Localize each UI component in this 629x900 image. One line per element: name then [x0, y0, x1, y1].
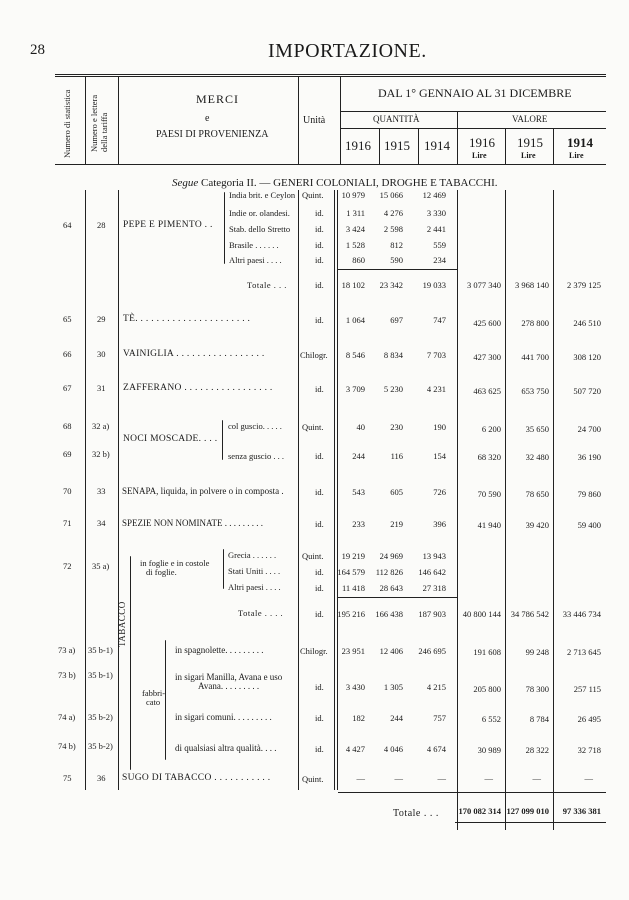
subtotal-rule	[338, 597, 457, 598]
unit: id.	[315, 682, 324, 692]
header-valore: VALORE	[512, 114, 548, 124]
header-lire: Lire	[521, 151, 536, 160]
header-unita: Unità	[303, 115, 326, 126]
header-year-q1914: 1914	[424, 138, 450, 153]
header-year-v1914: 1914	[567, 135, 593, 150]
val-1915: 3 968 140	[515, 280, 549, 290]
qty-1916: 3 430	[345, 682, 365, 692]
header-period: DAL 1° GENNAIO AL 31 DICEMBRE	[378, 86, 572, 100]
val-1916: 425 600	[473, 318, 501, 328]
val-1916: 6 552	[481, 714, 501, 724]
val-1916: 427 300	[473, 352, 501, 362]
section-category: Categoria II. — GENERI COLONIALI, DROGHE E TABACCHI.	[201, 177, 498, 189]
header-paesi: PAESI DI PROVENIENZA	[156, 129, 269, 140]
tariff-number: 35 a)	[92, 561, 110, 571]
val-1916: 3 077 340	[467, 280, 501, 290]
qty-1914: 757	[433, 713, 446, 723]
qty-1914: 747	[433, 315, 446, 325]
hdr-vline	[85, 76, 86, 164]
country: Grecia . . . . . .	[228, 550, 277, 560]
hdr-vline	[379, 128, 380, 164]
merce-name: TÈ. . . . . . . . . . . . . . . . . . . . . .	[123, 314, 251, 324]
qty-1916: 23 951	[341, 646, 365, 656]
unit: id.	[315, 315, 324, 325]
grand-total-1915: 127 099 010	[506, 806, 549, 816]
val-1914: 33 446 734	[562, 609, 601, 619]
val-1914: 257 115	[573, 684, 601, 694]
qty-1914: 396	[433, 519, 446, 529]
qty-1915: 812	[390, 240, 403, 250]
total-rule	[338, 792, 606, 793]
qty-1914: 27 318	[422, 583, 446, 593]
tariff-number: 36	[97, 773, 106, 783]
qty-1915: —	[394, 773, 403, 783]
brace	[224, 192, 225, 264]
qty-1916: 233	[352, 519, 365, 529]
val-1914: 246 510	[573, 318, 601, 328]
merce-name: ZAFFERANO . . . . . . . . . . . . . . . . .	[123, 383, 273, 393]
body-vline	[337, 190, 338, 790]
header-mid-rule	[340, 111, 606, 112]
stat-number: 68	[63, 421, 72, 431]
qty-1916: 195 216	[337, 609, 365, 619]
hdr-vline	[553, 128, 554, 164]
qty-1915: 219	[390, 519, 403, 529]
qty-1916: 164 579	[337, 567, 365, 577]
qty-1914: 12 469	[422, 190, 446, 200]
tariff-number: 35 b-2)	[88, 741, 113, 751]
qty-1914: 726	[433, 487, 446, 497]
grand-total-1914: 97 336 381	[562, 806, 601, 816]
val-1914: 36 190	[577, 452, 601, 462]
qty-1915: 590	[390, 255, 403, 265]
tariff-number: 32 a)	[92, 421, 110, 431]
val-1914: 32 718	[577, 745, 601, 755]
tariff-number: 35 b-1)	[88, 645, 113, 655]
header-year-q1916: 1916	[345, 138, 371, 153]
merce-name: in sigari comuni. . . . . . . . .	[175, 712, 272, 722]
val-1915: 653 750	[521, 386, 549, 396]
tariff-number: 29	[97, 314, 106, 324]
stat-number: 65	[63, 314, 72, 324]
qty-1916: 3 424	[345, 224, 365, 234]
body-vline	[553, 190, 554, 830]
val-1916: 40 800 144	[462, 609, 501, 619]
merce-name: NOCI MOSCADE. . . .	[123, 434, 218, 444]
unit: id.	[315, 451, 324, 461]
merce-name: SUGO DI TABACCO . . . . . . . . . . .	[122, 773, 271, 783]
val-1916: 68 320	[477, 452, 501, 462]
qty-1916: 182	[352, 713, 365, 723]
qty-1914: 3 330	[426, 208, 446, 218]
unit: id.	[315, 255, 324, 265]
body-vline	[457, 190, 458, 830]
table-top-rule	[55, 74, 606, 75]
country: India brit. e Ceylon	[229, 190, 296, 200]
country: Indie or. olandesi.	[229, 208, 290, 218]
fabbricato-label-2: cato	[146, 697, 161, 707]
stat-number: 66	[63, 349, 72, 359]
qty-1915: 23 342	[379, 280, 403, 290]
tariff-number: 30	[97, 349, 106, 359]
val-1915: 34 786 542	[510, 609, 549, 619]
val-1915: 35 650	[525, 424, 549, 434]
tabacco-foglie: in foglie e in costole	[140, 558, 210, 568]
country: Altri paesi . . . .	[228, 582, 281, 592]
totale-label: Totale . . .	[247, 280, 287, 290]
tariff-number: 28	[97, 220, 106, 230]
merce-name-2: Avana. . . . . . . . .	[198, 681, 260, 691]
val-1915: 8 784	[529, 714, 549, 724]
qty-1915: 28 643	[379, 583, 403, 593]
total-underline	[455, 822, 606, 823]
hdr-vline	[118, 76, 119, 164]
qty-1916: 8 546	[345, 350, 365, 360]
val-1914: 79 860	[577, 489, 601, 499]
qty-1915: 1 305	[383, 682, 403, 692]
hdr-vline	[298, 76, 299, 164]
sub-name: senza guscio . . .	[228, 451, 284, 461]
header-e: e	[205, 113, 210, 124]
qty-1916: 40	[356, 422, 365, 432]
qty-1915: 2 598	[383, 224, 403, 234]
section-title	[172, 177, 498, 189]
hdr-vline	[340, 76, 341, 164]
unit: Quint.	[302, 190, 324, 200]
body-vline	[505, 190, 506, 830]
val-1915: 441 700	[521, 352, 549, 362]
tariff-number: 34	[97, 518, 106, 528]
qty-1915: 15 066	[379, 190, 403, 200]
unit: id.	[315, 583, 324, 593]
hdr-vline	[418, 128, 419, 164]
qty-1915: 230	[390, 422, 403, 432]
table-top-rule-2	[55, 76, 606, 77]
unit: Quint.	[302, 422, 324, 432]
sub-name: col guscio. . . . .	[228, 421, 282, 431]
val-1916: 191 608	[473, 647, 501, 657]
stat-number: 70	[63, 486, 72, 496]
val-1914: —	[584, 773, 593, 783]
val-1915: 32 480	[525, 452, 549, 462]
qty-1915: 605	[390, 487, 403, 497]
val-1916: 30 989	[477, 745, 501, 755]
tariff-number: 31	[97, 383, 106, 393]
header-lire: Lire	[472, 151, 487, 160]
header-merci: MERCI	[196, 92, 240, 106]
qty-1916: 1 311	[346, 208, 365, 218]
qty-1916: 19 219	[341, 551, 365, 561]
val-1916: 70 590	[477, 489, 501, 499]
qty-1916: 18 102	[341, 280, 365, 290]
tariff-number: 32 b)	[92, 449, 110, 459]
tariff-number: 33	[97, 486, 106, 496]
val-1916: 6 200	[481, 424, 501, 434]
country: Brasile . . . . . .	[229, 240, 279, 250]
qty-1914: 146 642	[418, 567, 446, 577]
tabacco-foglie-2: di foglie.	[146, 567, 177, 577]
qty-1915: 4 046	[383, 744, 403, 754]
fabbricato-label: fabbri-	[142, 688, 166, 698]
unit: id.	[315, 744, 324, 754]
qty-1914: 190	[433, 422, 446, 432]
unit: id.	[315, 384, 324, 394]
val-1915: 28 322	[525, 745, 549, 755]
stat-number: 74 a)	[58, 712, 76, 722]
val-1915: 78 650	[525, 489, 549, 499]
qty-1914: 4 215	[426, 682, 446, 692]
qty-1915: 12 406	[379, 646, 403, 656]
page-number: 28	[30, 42, 45, 58]
qty-1914: 559	[433, 240, 446, 250]
val-1916: —	[484, 773, 493, 783]
header-stat-number: Numero di statistica	[62, 89, 72, 158]
val-1915: 278 800	[521, 318, 549, 328]
stat-number: 71	[63, 518, 72, 528]
stat-number: 75	[63, 773, 72, 783]
qty-1916: 1 064	[345, 315, 365, 325]
qty-1915: 244	[390, 713, 403, 723]
qty-1916: —	[356, 773, 365, 783]
qty-1916: 11 418	[341, 583, 365, 593]
header-year-v1916: 1916	[469, 135, 495, 150]
qty-1916: 244	[352, 451, 365, 461]
merce-name: SPEZIE NON NOMINATE . . . . . . . . .	[122, 518, 263, 528]
unit: id.	[315, 487, 324, 497]
val-1914: 24 700	[577, 424, 601, 434]
hdr-vline	[505, 128, 506, 164]
unit: Quint.	[302, 551, 324, 561]
unit: Quint.	[302, 774, 324, 784]
qty-1916: 543	[352, 487, 365, 497]
country: Stab. dello Stretto	[229, 224, 291, 234]
country: Altri paesi . . . .	[229, 255, 282, 265]
header-lire: Lire	[569, 151, 584, 160]
val-1914: 59 400	[577, 520, 601, 530]
totale-label: Totale . . . .	[238, 608, 284, 618]
body-vline	[85, 190, 86, 790]
section-segue: Segue	[172, 177, 199, 189]
val-1914: 308 120	[573, 352, 601, 362]
qty-1915: 24 969	[379, 551, 403, 561]
qty-1915: 4 276	[383, 208, 403, 218]
merce-name: PEPE E PIMENTO . .	[123, 220, 213, 230]
merce-name: in spagnolette. . . . . . . . .	[175, 645, 264, 655]
qty-1915: 697	[390, 315, 403, 325]
header-year-q1915: 1915	[384, 138, 410, 153]
brace	[223, 549, 224, 589]
qty-1916: 860	[352, 255, 365, 265]
qty-1915: 116	[390, 451, 403, 461]
unit: id.	[315, 280, 324, 290]
unit: id.	[315, 208, 324, 218]
body-vline	[118, 190, 119, 790]
brace	[222, 420, 223, 460]
stat-number: 72	[63, 561, 72, 571]
stat-number: 73 a)	[58, 645, 76, 655]
val-1915: 99 248	[525, 647, 549, 657]
subtotal-rule	[338, 269, 457, 270]
val-1916: 463 625	[473, 386, 501, 396]
stat-number: 67	[63, 383, 72, 393]
val-1916: 41 940	[477, 520, 501, 530]
stat-number: 64	[63, 220, 72, 230]
merce-name: di qualsiasi altra qualità. . . .	[175, 743, 277, 753]
qty-1914: 4 231	[426, 384, 446, 394]
grand-total-1916: 170 082 314	[458, 806, 501, 816]
qty-1914: 234	[433, 255, 446, 265]
qty-1914: 154	[433, 451, 446, 461]
header-quantita: QUANTITÀ	[373, 114, 420, 124]
val-1914: 507 720	[573, 386, 601, 396]
unit: id.	[315, 609, 324, 619]
hdr-vline	[457, 111, 458, 164]
stat-number: 69	[63, 449, 72, 459]
merce-name: SENAPA, liquida, in polvere o in composta .	[122, 486, 284, 496]
unit: id.	[315, 519, 324, 529]
qty-1915: 5 230	[383, 384, 403, 394]
qty-1914: 187 903	[418, 609, 446, 619]
tabacco-label: TABACCO	[117, 601, 127, 647]
unit: id.	[315, 713, 324, 723]
qty-1916: 10 979	[341, 190, 365, 200]
unit: Chilogr.	[300, 646, 328, 656]
qty-1914: 13 943	[422, 551, 446, 561]
qty-1914: 19 033	[422, 280, 446, 290]
body-vline	[298, 190, 299, 790]
qty-1915: 166 438	[375, 609, 403, 619]
qty-1914: 246 695	[418, 646, 446, 656]
brace	[130, 556, 131, 770]
header-bottom-rule	[55, 164, 606, 165]
unit: id.	[315, 567, 324, 577]
qty-1914: 4 674	[426, 744, 446, 754]
merce-name: in sigari Manilla, Avana e uso	[175, 672, 283, 682]
val-1915: —	[532, 773, 541, 783]
page-title: IMPORTAZIONE.	[268, 40, 427, 62]
body-vline	[334, 190, 335, 790]
unit: id.	[315, 224, 324, 234]
grand-total-label: Totale . . .	[393, 808, 439, 819]
val-1915: 39 420	[525, 520, 549, 530]
val-1914: 2 713 645	[567, 647, 601, 657]
merce-name: VAINIGLIA . . . . . . . . . . . . . . . . .	[123, 349, 265, 359]
brace	[165, 640, 166, 760]
qty-1914: —	[437, 773, 446, 783]
val-1914: 26 495	[577, 714, 601, 724]
header-tariff-number: Numero e lettera della tariffa	[89, 94, 109, 152]
val-1916: 205 800	[473, 684, 501, 694]
val-1914: 2 379 125	[567, 280, 601, 290]
val-1915: 78 300	[525, 684, 549, 694]
qty-1916: 4 427	[345, 744, 365, 754]
qty-1916: 3 709	[345, 384, 365, 394]
qty-1914: 7 703	[426, 350, 446, 360]
stat-number: 73 b)	[58, 670, 76, 680]
tariff-number: 35 b-1)	[88, 670, 113, 680]
header-year-v1915: 1915	[517, 135, 543, 150]
stat-number: 74 b)	[58, 741, 76, 751]
country: Stati Uniti . . . .	[228, 566, 281, 576]
qty-1915: 8 834	[383, 350, 403, 360]
unit: id.	[315, 240, 324, 250]
tariff-number: 35 b-2)	[88, 712, 113, 722]
unit: Chilogr.	[300, 350, 328, 360]
qty-1914: 2 441	[426, 224, 446, 234]
qty-1916: 1 528	[345, 240, 365, 250]
qty-1915: 112 826	[375, 567, 403, 577]
